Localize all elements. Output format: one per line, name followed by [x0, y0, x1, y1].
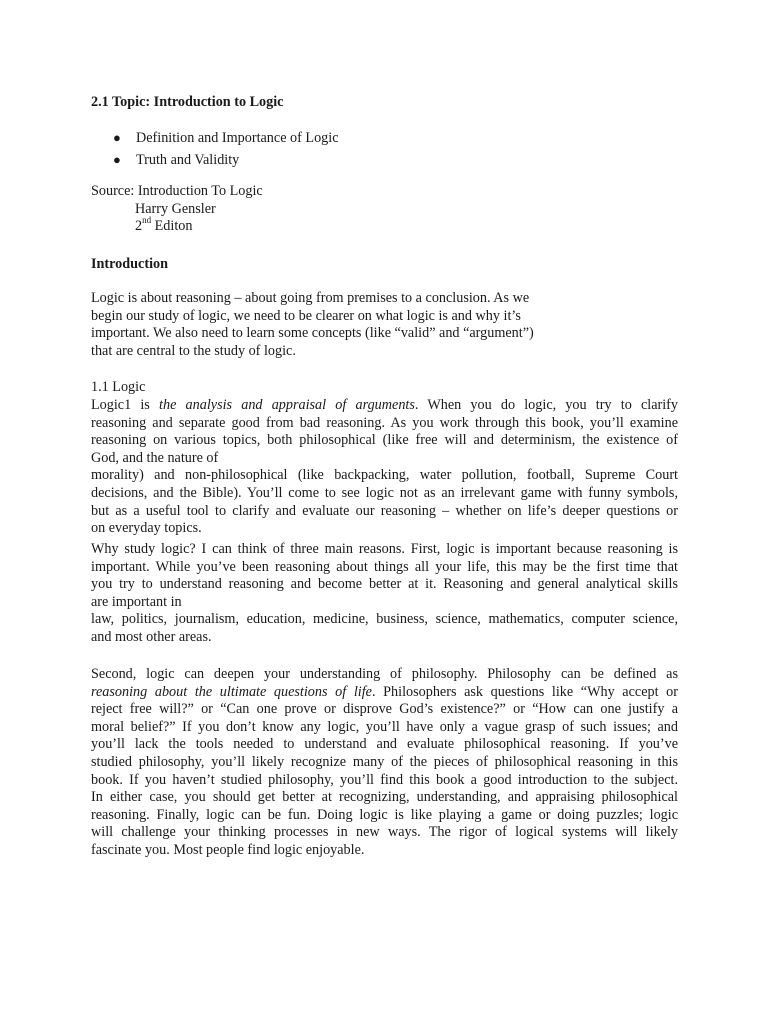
source-author: Harry Gensler — [135, 200, 216, 217]
paragraph-line: reasoning on various topics, both philosophical (like free will and determinism, the existence of — [91, 432, 678, 449]
paragraph-line: that are central to the study of logic. — [91, 342, 296, 359]
paragraph-line: Why study logic? I can think of three main reasons. First, logic is important because reasoning is — [91, 541, 678, 557]
topic-bullet-list — [113, 127, 339, 171]
paragraph-line: important. We also need to learn some concepts (like “valid” and “argument”) — [91, 325, 534, 342]
introduction-heading — [91, 256, 678, 274]
paragraph-line: morality) and non-philosophical (like backpacking, water pollution, football, Supreme Court — [91, 467, 678, 484]
emphasis-definition: the analysis and appraisal of arguments — [159, 397, 415, 413]
introduction-heading-text: Introduction — [91, 256, 168, 272]
paragraph-line: on everyday topics. — [91, 520, 202, 537]
paragraph-line — [91, 397, 678, 415]
paragraph-line: studied philosophy, you’ll likely recognize many of the pieces of philosophical reasoning in this — [91, 753, 678, 770]
paragraph-line: reasoning. Finally, logic can be fun. Doing logic is like playing a game or doing puzzles; logic — [91, 806, 678, 823]
bullet-dot-icon: ● — [113, 130, 121, 145]
paragraph-philosophy — [91, 666, 678, 860]
paragraph-line: reject free will?” or “Can one prove or disprove God’s existence?” or “How can one justify a — [91, 701, 678, 718]
paragraph-line: you’ll lack the tools needed to understand and evaluate philosophical reasoning. If you’ve — [91, 736, 678, 753]
paragraph-line: fascinate you. Most people find logic enjoyable. — [91, 841, 365, 858]
edition-word: Editon — [151, 218, 193, 235]
paragraph-line: In either case, you should get better at recognizing, understanding, and appraising philosophical — [91, 789, 678, 806]
paragraph-line — [91, 684, 678, 702]
bullet-text: Truth and Validity — [136, 152, 240, 168]
introduction-paragraph — [91, 290, 571, 360]
topic-heading — [91, 94, 678, 112]
paragraph-line: reasoning and separate good from bad reasoning. As you work through this book, you’ll examine — [91, 414, 678, 431]
source-citation — [91, 183, 678, 236]
paragraph-logic-definition — [91, 397, 678, 538]
paragraph-line: will challenge your thinking processes in new ways. The rigor of logical systems will likely — [91, 824, 678, 841]
paragraph-line: and most other areas. — [91, 628, 212, 645]
paragraph-why-study-logic — [91, 541, 678, 647]
text-run: . When you do logic, you try to clarify — [414, 397, 678, 413]
edition-number: 2 — [135, 218, 143, 235]
section-heading — [91, 379, 678, 397]
paragraph-line: book. If you haven’t studied philosophy, you’ll find this book a good introduction to the subject. — [91, 771, 678, 788]
paragraph-line: are important in — [91, 593, 182, 610]
bullet-item — [113, 127, 339, 149]
paragraph-line: moral belief?” If you don’t know any logic, you’ll have only a vague grasp of such issues; and — [91, 718, 678, 735]
paragraph-line: decisions, and the Bible). You’ll come to see logic not as an irrelevant game with funny symbols, — [91, 484, 678, 501]
paragraph-line: important. While you’ve been reasoning about things all your life, this may be the first time that — [91, 558, 678, 575]
emphasis-philosophy-definition: reasoning about the ultimate questions of life — [91, 683, 372, 700]
edition-superscript: nd — [142, 215, 152, 226]
paragraph-line: but as a useful tool to clarify and evaluate our reasoning – whether on life’s deeper questions or — [91, 502, 678, 519]
paragraph-line: Second, logic can deepen your understanding of philosophy. Philosophy can be defined as — [91, 666, 678, 682]
bullet-text: Definition and Importance of Logic — [136, 130, 339, 146]
text-run: . Philosophers ask questions like “Why accept or — [371, 683, 678, 700]
bullet-dot-icon: ● — [113, 152, 121, 167]
paragraph-line: begin our study of logic, we need to be clearer on what logic is and why it’s — [91, 307, 521, 324]
paragraph-line: law, politics, journalism, education, medicine, business, science, mathematics, computer science, — [91, 611, 678, 628]
topic-heading-text: 2.1 Topic: Introduction to Logic — [91, 94, 284, 110]
paragraph-line: you try to understand reasoning and become better at it. Reasoning and general analytical skills — [91, 576, 678, 593]
source-edition — [91, 215, 678, 236]
paragraph-line: God, and the nature of — [91, 449, 219, 466]
source-title: Source: Introduction To Logic — [91, 183, 263, 199]
section-heading-text: 1.1 Logic — [91, 379, 146, 395]
bullet-item — [113, 149, 339, 171]
text-run: Logic1 is — [91, 397, 160, 413]
paragraph-line: Logic is about reasoning – about going from premises to a conclusion. As we — [91, 290, 530, 306]
